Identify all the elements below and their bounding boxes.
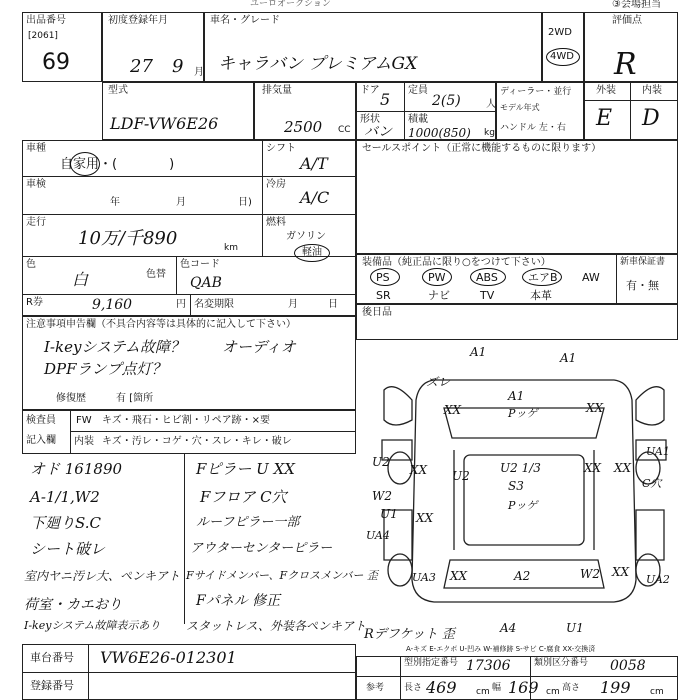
mark-a2: A2 xyxy=(514,569,531,583)
ext-int-hdivider xyxy=(584,100,678,101)
doors-divider xyxy=(356,111,496,112)
displacement-label: 排気量 xyxy=(262,85,292,96)
name-change-day: 日 xyxy=(328,299,338,310)
mark-xx-5: XX xyxy=(614,461,632,475)
model-value: キャラバン プレミアムGX xyxy=(218,54,418,74)
plate-value: VW6E26-012301 xyxy=(100,648,237,667)
mark-xx-2: XX xyxy=(586,401,604,415)
damage-legend: A-キズ E-エクボ U-凹み W-補修跡 S-サビ C-腐食 XX-交換済 xyxy=(406,645,596,653)
usage-circle xyxy=(70,152,100,176)
mark-xx-3: XX xyxy=(410,463,428,477)
katashiki-value: LDF-VW6E26 xyxy=(110,114,219,133)
equip-ps-circle xyxy=(370,268,400,286)
first-reg-year: 27 xyxy=(130,56,153,77)
h-unit: cm xyxy=(650,687,664,697)
len-unit: cm xyxy=(476,687,490,697)
grade-value: R xyxy=(614,47,637,82)
equip-vdiv xyxy=(616,254,617,304)
mark-pkge-2: Pッゲ xyxy=(508,499,538,512)
mark-w2-2: W2 xyxy=(580,567,600,581)
grade-label: 評価点 xyxy=(612,15,642,26)
mark-w2: W2 xyxy=(372,489,392,503)
mileage-value: 10万/千890 xyxy=(78,228,178,249)
inspector-label-2: 記入欄 xyxy=(26,435,56,446)
first-reg-label: 初度登録年月 xyxy=(108,15,168,26)
equip-ps: PS xyxy=(376,271,390,284)
equip-airbag-circle xyxy=(522,268,562,286)
inspector-int-label: 内装 xyxy=(74,436,94,447)
equip-abs-circle xyxy=(470,268,506,286)
equip-abs: ABS xyxy=(476,271,498,284)
exterior-label: 外装 xyxy=(596,85,616,96)
type-label: 類別区分番号 xyxy=(534,658,589,668)
len-label: 長さ xyxy=(404,683,423,693)
name-change-month: 月 xyxy=(288,299,298,310)
lot-sub: [2061] xyxy=(28,31,58,41)
w-unit: cm xyxy=(546,687,560,697)
reg-label: 登録番号 xyxy=(30,679,74,692)
shape-value: バン xyxy=(364,124,392,140)
mark-a1-top-right: A1 xyxy=(560,351,577,365)
rear-seat-label: 後日品 xyxy=(362,307,392,318)
hw-left-1: オド 161890 xyxy=(30,460,123,478)
evaluator-note: ③会場担当 xyxy=(612,0,661,10)
inspector-ext-items: キズ・飛石・ヒビ割・リペア跡・×要 xyxy=(102,415,270,426)
selling-points-label: セールスポイント（正常に機能するものに限ります） xyxy=(362,143,602,154)
inspection-year: 年 xyxy=(110,197,120,208)
interior-label: 内装 xyxy=(642,85,662,96)
recycle-value: 9,160 xyxy=(92,297,133,313)
mark-xx-4: XX xyxy=(584,461,602,475)
inspector-int-items: キズ・汚レ・コゲ・穴・スレ・キレ・破レ xyxy=(102,436,292,447)
interior-value: D xyxy=(642,106,660,131)
fuel-value: ガソリン xyxy=(286,231,326,242)
h-value: 199 xyxy=(600,678,631,697)
rear-seat-box xyxy=(356,304,678,340)
repair-label: 修復歴 xyxy=(56,393,86,404)
mark-a1-center: A1 xyxy=(508,389,525,403)
selling-points-box xyxy=(356,140,678,254)
hw-left-5: 室内ヤニ汚レ大、ペンキアト xyxy=(24,569,181,583)
note-line-1: I-keyシステム故障？ xyxy=(44,338,185,356)
equipment-label: 装備品（純正品に限り○をつけて下さい） xyxy=(362,257,551,268)
lot-number: 69 xyxy=(42,50,70,75)
mark-u1-2: U1 xyxy=(566,621,584,635)
warranty-value: 有・無 xyxy=(626,279,659,292)
mark-xx-8: XX xyxy=(612,565,630,579)
kg-unit: kg xyxy=(484,128,495,138)
warranty-label: 新車保証書 xyxy=(620,257,666,267)
hw-right-6: Fパネル 修正 xyxy=(196,593,281,609)
doors-value: 5 xyxy=(380,90,391,109)
mark-ua2-1: UA2 xyxy=(646,573,670,586)
katashiki-label: 型式 xyxy=(108,85,128,96)
model-year-label: モデル年式 xyxy=(500,103,540,112)
type-value: 0058 xyxy=(610,658,646,674)
mark-a1-top-left: A1 xyxy=(470,345,487,359)
spec-label: 型別指定番号 xyxy=(404,658,459,668)
hw-right-3: ルーフピラー一部 xyxy=(196,515,300,530)
spec-hdiv xyxy=(356,676,678,677)
hw-left-3: 下廻りS.C xyxy=(30,514,101,532)
rear-note: Rデフケット 歪 xyxy=(364,627,455,642)
mark-c-hole: C穴 xyxy=(642,477,662,490)
mileage-label: 走行 xyxy=(26,217,46,228)
row-div-4 xyxy=(22,294,356,295)
note-line-2: DPFランプ点灯？ xyxy=(44,360,167,378)
inspector-vdiv xyxy=(70,410,71,454)
lot-label: 出品番号 xyxy=(26,15,66,26)
ac-value: A/C xyxy=(300,188,330,207)
shape-label: 形状 xyxy=(360,114,380,125)
equip-pw-circle xyxy=(422,268,452,286)
hw-vdiv xyxy=(184,454,185,624)
capacity-unit: 人 xyxy=(486,99,496,110)
ac-label: 冷房 xyxy=(266,179,286,190)
bottom-hdiv xyxy=(22,672,356,673)
inspector-fw: FW xyxy=(76,415,92,426)
hw-right-7: スタットレス、外装各ペンキアト xyxy=(186,619,367,633)
hw-right-2: Fフロア C穴 xyxy=(200,488,287,506)
top-strip-title: ユーロオークション xyxy=(250,0,331,9)
mark-ua4: UA4 xyxy=(366,529,390,542)
notes-label: 注意事項申告欄（不具合内容等は具体的に記入して下さい） xyxy=(26,319,296,330)
inspector-label-1: 検査員 xyxy=(26,415,56,426)
w-value: 169 xyxy=(508,678,539,697)
equip-aw: AW xyxy=(582,271,600,284)
mark-ua3: UA3 xyxy=(412,571,436,584)
load-label: 積載 xyxy=(408,114,428,125)
usage-label: 車種 xyxy=(26,143,46,154)
note-line-1b: オーディオ xyxy=(222,338,296,356)
recycle-yen: 円 xyxy=(176,299,186,310)
repair-value: 有 [箇所 xyxy=(116,393,154,404)
hw-left-7: I-keyシステム故障表示あり xyxy=(24,619,161,632)
hw-left-4: シート破レ xyxy=(30,540,106,558)
exterior-value: E xyxy=(596,106,613,131)
mark-ua1: UA1 xyxy=(646,445,670,458)
drive-box xyxy=(542,12,584,82)
color-value: 白 xyxy=(72,270,89,289)
mark-zure: ズレ xyxy=(426,375,451,389)
mark-u2-13: U2 1/3 xyxy=(500,461,541,475)
equip-pw: PW xyxy=(428,271,446,284)
recycle-vdiv xyxy=(190,294,191,316)
row-div-2 xyxy=(22,214,356,215)
drive-4wd: 4WD xyxy=(550,51,574,62)
mark-xx-1: XX xyxy=(444,403,462,417)
fuel-diesel: 軽油 xyxy=(302,247,322,258)
month-unit: 月 xyxy=(194,67,204,78)
hw-right-4: アウターセンターピラー xyxy=(190,541,333,556)
size-label: 参考 xyxy=(366,683,385,693)
equip-airbag: エアB xyxy=(528,271,558,284)
cc-unit: CC xyxy=(338,125,351,135)
equip-leather: 本革 xyxy=(530,289,552,302)
inspection-day: 日) xyxy=(238,197,252,208)
color-label: 色 xyxy=(26,259,36,270)
capacity-label: 定員 xyxy=(408,85,428,96)
spec-vdiv-1 xyxy=(400,656,401,700)
hw-right-5: Fサイドメンバー、Fクロスメンバー 歪 xyxy=(186,569,378,582)
plate-label: 車台番号 xyxy=(30,651,74,664)
usage-options: 自家用・( ) xyxy=(60,157,175,172)
mark-u1: U1 xyxy=(380,507,398,521)
mark-s3: S3 xyxy=(508,479,524,493)
ext-int-divider xyxy=(630,82,631,140)
color-code-value: QAB xyxy=(190,275,222,291)
h-label: 高さ xyxy=(562,683,581,693)
mark-a4: A4 xyxy=(500,621,517,635)
fuel-label: 燃料 xyxy=(266,217,286,228)
first-reg-month: 9 xyxy=(172,56,184,77)
capacity-value: 2(5) xyxy=(432,93,461,109)
doors-label: ドア xyxy=(360,85,380,96)
spec-value: 17306 xyxy=(466,658,511,674)
mark-xx-6: XX xyxy=(416,511,434,525)
inspection-label: 車検 xyxy=(26,179,46,190)
equip-tv: TV xyxy=(480,289,495,302)
handle-label: ハンドル 左・右 xyxy=(500,123,566,133)
mark-u2-1: U2 xyxy=(372,455,390,469)
name-change-label: 名変期限 xyxy=(194,299,234,310)
recycle-label: R券 xyxy=(26,297,43,308)
bottom-vdiv xyxy=(88,644,89,700)
color-vdiv xyxy=(176,256,177,294)
equip-navi: ナビ xyxy=(428,289,450,302)
mileage-unit: km xyxy=(224,243,238,253)
mark-pkge-1: Pッゲ xyxy=(508,407,538,420)
mark-xx-7: XX xyxy=(450,569,468,583)
w-label: 幅 xyxy=(492,683,502,693)
inspection-month: 月 xyxy=(176,197,186,208)
inspector-hdiv xyxy=(70,431,356,432)
hw-right-1: Fピラー U XX xyxy=(196,460,295,478)
mark-u2-2: U2 xyxy=(452,469,470,483)
row-div-1 xyxy=(22,176,356,177)
drive-2wd: 2WD xyxy=(548,27,572,38)
model-label: 車名・グレード xyxy=(210,15,280,26)
shift-value: A/T xyxy=(300,154,328,173)
left-vdiv xyxy=(262,140,263,256)
color-change-label: 色替 xyxy=(146,269,166,280)
hw-left-6: 荷室・カエおり xyxy=(24,597,122,613)
equip-sr: SR xyxy=(376,289,391,302)
load-value: 1000(850) xyxy=(408,126,471,140)
doors-vdivider xyxy=(404,82,405,140)
displacement-value: 2500 xyxy=(284,118,323,136)
color-code-label: 色コード xyxy=(180,259,220,270)
dealer-label: ディーラー・並行 xyxy=(500,87,572,97)
shift-label: シフト xyxy=(266,143,296,154)
hw-left-2: A-1/1,W2 xyxy=(30,488,100,506)
len-value: 469 xyxy=(426,678,457,697)
